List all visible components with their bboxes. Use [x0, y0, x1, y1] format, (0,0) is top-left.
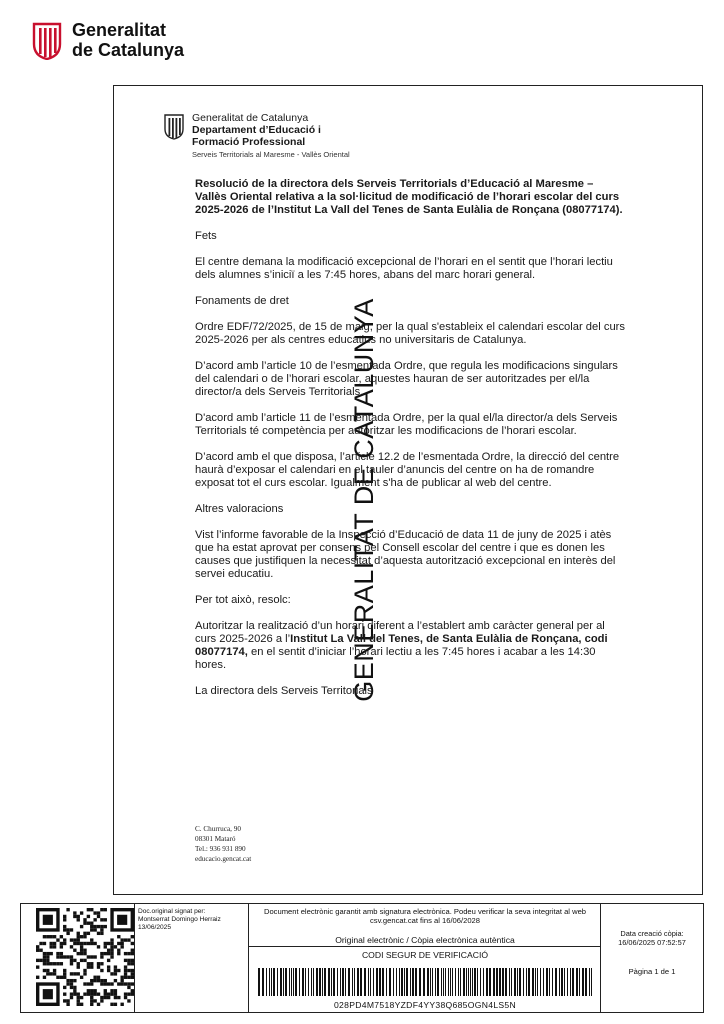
- logo-line-1: Generalitat: [72, 20, 167, 40]
- heading-altres: Altres valoracions: [195, 503, 284, 515]
- resolution-text-bold: Institut La Vall del Tenes, de Santa Eulàlia de Ronçana, codi 08077174,: [195, 633, 608, 658]
- copy-date-value: 16/06/2025 07:52:57: [618, 938, 686, 947]
- footer-hline: [248, 946, 600, 947]
- fets-paragraph: El centre demana la modificació excepcional de l’horari en el sentit que l’horari lectiu dels alumnes s’iniciï a les 7:45 hores, abans del marc horari general.: [195, 256, 613, 281]
- fonament-paragraph-3: D'acord amb l’article 11 de l’esmentada Ordre, per la qual el/la director/a dels Serveis Territorials té competència per autoritzar les modificacions de l’horari escolar.: [195, 412, 618, 437]
- altres-paragraph: Vist l’informe favorable de la Inspecció d’Educació de data 11 de juny de 2025 i atès que ha estat aprovat per consens pel Consell escolar del centre i que es donen les causes que justifiquen la necessitat d’aquesta autorització excepcional en interès del servei educatiu.: [195, 529, 616, 580]
- csv-label: CODI SEGUR DE VERIFICACIÓ: [361, 950, 489, 960]
- document-title: Resolució de la directora dels Serveis Territorials d’Educació al Maresme – Vallès Oriental relativa a la sol·licitud de modificació de l’horari escolar del curs 2025-2026 de l’Institut La Vall del Tenes de Santa Eulàlia de Ronçana (08077174).: [195, 178, 623, 216]
- signer-line-1: Doc.original signat per:: [138, 908, 206, 915]
- signature-line: La directora dels Serveis Territorials: [195, 685, 373, 697]
- electronic-signature-note: Document electrònic garantit amb signatura electrònica. Podeu verificar la seva integritat al web csv.gencat.cat fins al 16/06/2028: [263, 907, 587, 925]
- barcode-icon: [256, 968, 594, 996]
- fonament-paragraph-2: D’acord amb l’article 10 de l’esmentada Ordre, que regula les modificacions singulars del calendari o de l’horari escolar, aquestes hauran de ser autoritzades per el/la director/a dels Serveis Territorials.: [195, 360, 618, 398]
- heading-fets: Fets: [195, 230, 217, 242]
- resolc-line: Per tot això, resolc:: [195, 594, 291, 606]
- resolution-text-1: Autoritzar la realització d’un horari diferent a l’establert amb caràcter general per al curs 2025-2026 a l’: [195, 620, 605, 645]
- signer-line-3: 13/06/2025: [138, 924, 172, 931]
- address-block: [195, 824, 251, 864]
- copy-date: [604, 929, 700, 947]
- letterhead-line-1: Generalitat de Catalunya: [192, 112, 309, 124]
- csv-code[interactable]: 028PD4M7518YZDF4YY38Q685OGN4LS5N: [333, 1000, 517, 1010]
- generalitat-logo: [32, 20, 202, 64]
- copy-date-label: Data creació còpia:: [620, 929, 684, 938]
- signer-line-2: Montserrat Domingo Herraiz: [138, 916, 221, 923]
- original-copy-label: Original electrònic / Còpia electrònica autèntica: [335, 935, 515, 945]
- logo-line-2: de Catalunya: [72, 40, 185, 60]
- letterhead-line-4: Serveis Territorials al Maresme - Vallès Oriental: [192, 150, 350, 159]
- address-line-3: Tel.: 936 931 890: [195, 845, 246, 853]
- qr-code-icon[interactable]: [36, 908, 134, 1006]
- signer-info: [138, 908, 246, 932]
- footer-divider: [134, 903, 135, 1013]
- letterhead-line-3: Formació Professional: [192, 136, 306, 148]
- side-vertical-text: GENERALITAT DE CATALUNYA: [349, 298, 379, 702]
- address-line-2: 08301 Mataró: [195, 835, 236, 843]
- letterhead-line-2: Departament d’Educació i: [192, 124, 321, 136]
- address-line-1: C. Churruca, 90: [195, 825, 241, 833]
- footer-divider: [248, 903, 249, 1013]
- fonament-paragraph-4: D’acord amb el que disposa, l’article 12.2 de l’esmentada Ordre, la direcció del centre haurà d’exposar el calendari en el tauler d’anuncis del centre on ha de romandre exposat tot el curs escolar. Igualment s'ha de publicar al web del centre.: [195, 451, 620, 489]
- footer-divider: [600, 903, 601, 1013]
- senyera-emblem-icon: [32, 22, 62, 60]
- fonament-paragraph-1: Ordre EDF/72/2025, de 15 de maig, per la qual s'estableix el calendari escolar del curs 2025-2026 per als centres educatius no universitaris de Catalunya.: [195, 321, 625, 346]
- generalitat-logo-text: [72, 20, 184, 60]
- document-body: [195, 178, 625, 711]
- resolution-text-2: en el sentit d’iniciar l’horari lectiu a les 7:45 hores i acabar a les 14:30 hores.: [195, 646, 596, 671]
- senyera-emblem-icon: [164, 114, 184, 140]
- address-line-4: educacio.gencat.cat: [195, 855, 252, 863]
- page-number: Pàgina 1 de 1: [628, 967, 676, 976]
- resolution-paragraph: [195, 620, 625, 672]
- department-letterhead: [164, 112, 464, 164]
- heading-fonaments: Fonaments de dret: [195, 295, 289, 307]
